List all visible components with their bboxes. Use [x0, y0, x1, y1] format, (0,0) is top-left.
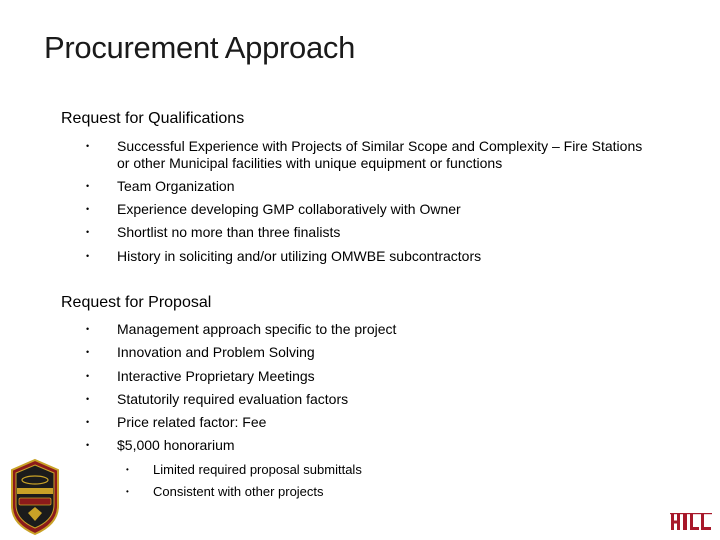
list-item-text: History in soliciting and/or utilizing OMWBE subcontractors	[117, 247, 482, 264]
bullet-icon: •	[86, 370, 90, 381]
list-item	[86, 201, 646, 218]
rfq-list	[86, 138, 646, 271]
bullet-icon: •	[126, 465, 129, 474]
list-item	[86, 437, 646, 454]
list-item-text: Consistent with other projects	[153, 484, 324, 499]
list-item-text: $5,000 honorarium	[117, 437, 235, 454]
list-item	[86, 391, 646, 408]
list-item-text: Limited required proposal submittals	[153, 462, 362, 477]
list-item	[86, 344, 646, 361]
list-item	[86, 321, 646, 338]
list-item-text: Price related factor: Fee	[117, 414, 267, 431]
list-item	[86, 138, 646, 171]
bullet-icon: •	[86, 347, 90, 358]
list-item	[86, 248, 646, 265]
list-item-text: Innovation and Problem Solving	[117, 344, 315, 361]
list-item	[126, 462, 526, 478]
bullet-icon: •	[86, 440, 90, 451]
list-item	[86, 224, 646, 241]
list-item	[86, 368, 646, 385]
bullet-icon: •	[86, 393, 90, 404]
list-item-text: Interactive Proprietary Meetings	[117, 367, 315, 384]
bullet-icon: •	[86, 180, 90, 191]
bullet-icon: •	[126, 487, 129, 496]
list-item-text: Statutorily required evaluation factors	[117, 390, 349, 407]
rfp-sublist	[126, 462, 526, 506]
list-item-text: Team Organization	[117, 177, 235, 194]
bullet-icon: •	[86, 417, 90, 428]
list-item	[126, 484, 526, 500]
hill-logo-icon	[670, 513, 712, 531]
list-item-text: Experience developing GMP collaboratively with Owner	[117, 201, 461, 218]
bullet-icon: •	[86, 250, 90, 261]
list-item	[86, 178, 646, 195]
bullet-icon: •	[86, 204, 90, 215]
rfq-heading: Request for Qualifications	[61, 110, 245, 127]
list-item	[86, 414, 646, 431]
bullet-icon: •	[86, 227, 90, 238]
slide-title: Procurement Approach	[44, 30, 356, 65]
fire-department-seal-icon	[8, 458, 62, 536]
bullet-icon: •	[86, 324, 90, 334]
bullet-icon: •	[86, 141, 90, 151]
list-item-text: Shortlist no more than three finalists	[117, 224, 341, 241]
rfp-list	[86, 321, 646, 461]
list-item-text: Successful Experience with Projects of Similar Scope and Complexity – Fire Stations or other Municipal facilities with unique equipment or functions	[117, 138, 643, 171]
list-item-text: Management approach specific to the project	[117, 321, 397, 337]
rfp-heading: Request for Proposal	[61, 294, 212, 311]
